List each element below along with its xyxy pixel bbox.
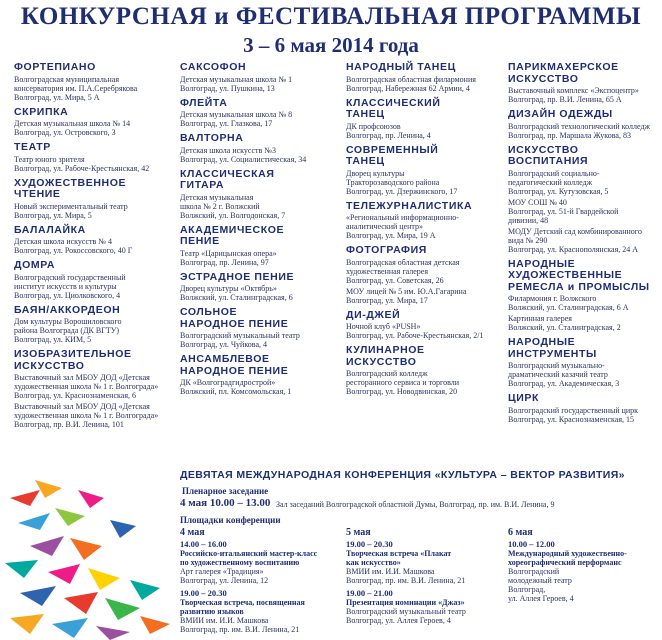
program-section bbox=[346, 201, 504, 241]
section-heading: ДИ-ДЖЕЙ bbox=[346, 308, 401, 321]
venue-address: МОУ лицей № 5 им. Ю.А.Гагарина Волгоград, ул. Мира, 17 bbox=[346, 286, 467, 305]
section-heading: ДИЗАЙН ОДЕЖДЫ bbox=[508, 108, 613, 120]
venue-address: МОДУ Детский сад комбинированного вида № 290 Волгоград, ул. Краснополянская, 24 А bbox=[508, 226, 642, 254]
venue-address: Дом культуры Ворошиловского района Волгограда (ДК ВГТУ) Волгоград, ул. КИМ, 5 bbox=[14, 317, 122, 344]
venue-address: Волгоградский социально- педагогический колледж Волгоград, ул. Кутузовская, 5 bbox=[508, 168, 609, 196]
program-section bbox=[508, 109, 660, 140]
event-name: Международный художественно- хореографический перформанс bbox=[508, 549, 627, 567]
venue-address: Волгоградский технологический колледж Волгоград, пр. Маршала Жукова, 83 bbox=[508, 121, 651, 140]
program-section bbox=[180, 98, 342, 129]
program-section bbox=[508, 145, 660, 254]
venue-address: Новый экспериментальный театр Волгоград, ул. Мира, 5 bbox=[14, 201, 128, 220]
program-section bbox=[180, 133, 342, 164]
event-time: 19.00 – 20.30 bbox=[180, 588, 227, 598]
program-section bbox=[14, 225, 174, 256]
conference-event bbox=[346, 539, 504, 585]
venue-address: Волгоградский государственный цирк Волгоград, ул. Краснознаменская, 15 bbox=[508, 405, 639, 424]
event-name: Российско-итальянский мастер-класс по художественному воспитанию bbox=[180, 549, 318, 567]
section-heading: СОЛЬНОЕ НАРОДНОЕ ПЕНИЕ bbox=[180, 306, 289, 330]
section-heading: ЦИРК bbox=[508, 392, 540, 404]
flying-birds-icon bbox=[5, 480, 170, 640]
program-section bbox=[14, 349, 174, 429]
conference-event bbox=[180, 539, 340, 585]
event-place: ВМИИ им. И.И. Машкова Волгоград, пр. им. В.И. Ленина, 21 bbox=[180, 616, 300, 634]
venue-address: Театр юного зрителя Волгоград, ул. Рабоче-Крестьянская, 42 bbox=[14, 154, 150, 173]
program-section bbox=[508, 259, 660, 333]
program-section bbox=[346, 62, 504, 93]
event-time: 14.00 – 16.00 bbox=[180, 539, 227, 549]
venue-address: Детская школа искусств № 4 Волгоград, ул. Рокоссовского, 40 Г bbox=[14, 237, 133, 255]
conference-day-2 bbox=[346, 527, 504, 628]
event-time: 10.00 – 12.00 bbox=[508, 539, 555, 549]
section-heading: ВАЛТОРНА bbox=[180, 132, 244, 144]
venue-address: Волгоградский колледж ресторанного сервиса и торговли Волгоград, ул. Новодвинская, 20 bbox=[346, 369, 460, 396]
section-heading: ДОМРА bbox=[14, 259, 56, 271]
program-section bbox=[14, 178, 174, 220]
program-section bbox=[180, 307, 342, 349]
venue-address: Волгоградская областная детская художественная галерея Волгоград, ул. Советская, 26 bbox=[346, 257, 460, 285]
venue-address: Детская музыкальная школа № 8 Волгоград, ул. Глазкова, 17 bbox=[180, 110, 293, 128]
program-column-1 bbox=[14, 62, 174, 434]
section-heading: АНСАМБЛЕВОЕ НАРОДНОЕ ПЕНИЕ bbox=[180, 353, 289, 377]
section-heading: НАРОДНЫЕ ХУДОЖЕСТВЕННЫЕ РЕМЕСЛА и ПРОМЫСЛЫ bbox=[508, 257, 650, 293]
event-place: Волгоградский музыкальный театр Волгоград, ул. Аллея Героев, 4 bbox=[346, 607, 466, 625]
program-section bbox=[508, 62, 660, 104]
venue-address: «Региональный информационно- аналитический центр» Волгоград, ул. Мира, 19 А bbox=[346, 213, 459, 240]
program-section bbox=[14, 305, 174, 345]
venue-address: Театр «Царицынская опера» Волгоград, пр. Ленина, 97 bbox=[180, 248, 277, 267]
event-place: Арт галерея «Традиция» Волгоград, ул. Ленина, 12 bbox=[180, 567, 269, 585]
plenary-place: Зал заседаний Волгоградской областной Думы, Волгоград, пр. им. В.И. Ленина, 9 bbox=[276, 500, 555, 509]
section-heading: САКСОФОН bbox=[180, 61, 247, 73]
section-heading: ТЕАТР bbox=[14, 141, 51, 153]
day-label: 4 мая bbox=[180, 527, 205, 538]
section-heading: НАРОДНЫЙ ТАНЕЦ bbox=[346, 61, 456, 73]
day-label: 6 мая bbox=[508, 527, 533, 538]
section-heading: БАЯН/АККОРДЕОН bbox=[14, 303, 121, 316]
section-heading: ИСКУССТВО ВОСПИТАНИЯ bbox=[508, 143, 589, 167]
program-section bbox=[14, 107, 174, 138]
section-heading: ИЗОБРАЗИТЕЛЬНОЕ ИСКУССТВО bbox=[14, 348, 132, 372]
venues-label: Площадки конференции bbox=[180, 515, 281, 525]
section-heading: ФОТОГРАФИЯ bbox=[346, 244, 427, 256]
conference-title: ДЕВЯТАЯ МЕЖДУНАРОДНАЯ КОНФЕРЕНЦИЯ «КУЛЬТУРА – ВЕКТОР РАЗВИТИЯ» bbox=[180, 469, 625, 481]
event-time: 19.00 – 20.30 bbox=[346, 539, 393, 549]
program-section bbox=[180, 169, 342, 220]
program-section bbox=[14, 62, 174, 102]
program-section bbox=[508, 337, 660, 388]
venue-address: Волгоградский музыкально- драматический казачий театр Волгоград, ул. Академическая, 3 bbox=[508, 361, 620, 388]
conference-day-1 bbox=[180, 527, 340, 637]
section-heading: АКАДЕМИЧЕСКОЕ ПЕНИЕ bbox=[180, 223, 285, 247]
plenary-time: 4 мая 10.00 – 13.00 bbox=[180, 497, 271, 509]
event-name: Творческая встреча «Плакат как искусство» bbox=[346, 549, 452, 567]
section-heading: КЛАССИЧЕСКИЙ ТАНЕЦ bbox=[346, 96, 441, 120]
event-name: Творческая встреча, посвященная развитию языков bbox=[180, 598, 305, 616]
program-column-4 bbox=[508, 62, 660, 429]
section-heading: ХУДОЖЕСТВЕННОЕ ЧТЕНИЕ bbox=[14, 176, 127, 200]
venue-address: Волгоградская областная филармония Волгоград, Набережная 62 Армии, 4 bbox=[346, 74, 476, 93]
program-section bbox=[346, 98, 504, 140]
section-heading: ФОРТЕПИАНО bbox=[14, 61, 96, 73]
program-section bbox=[346, 310, 504, 341]
section-heading: ЭСТРАДНОЕ ПЕНИЕ bbox=[180, 270, 295, 283]
section-heading: БАЛАЛАЙКА bbox=[14, 223, 86, 236]
section-heading: ТЕЛЕЖУРНАЛИСТИКА bbox=[346, 199, 473, 212]
venue-address: ДК «Волгоградгидрострой» Волжский, пл. Комсомольская, 1 bbox=[180, 378, 292, 396]
program-section bbox=[346, 245, 504, 305]
program-section bbox=[180, 272, 342, 303]
page-title: КОНКУРСНАЯ и ФЕСТИВАЛЬНАЯ ПРОГРАММЫ bbox=[20, 3, 642, 30]
program-section bbox=[508, 393, 660, 424]
venue-address: Детская школа искусств №3 Волгоград, ул. Социалистическая, 34 bbox=[180, 145, 307, 164]
venue-address: Дворец культуры Тракторозаводского района Волгоград, ул. Дзержинского, 17 bbox=[346, 168, 458, 196]
day-label: 5 мая bbox=[346, 527, 371, 538]
conference-event bbox=[180, 588, 340, 634]
venue-address: Детская музыкальная школа № 1 Волгоград, ул. Пушкина, 13 bbox=[180, 74, 293, 93]
program-section bbox=[346, 345, 504, 396]
section-heading: ПАРИКМАХЕРСКОЕ ИСКУССТВО bbox=[508, 61, 619, 85]
venue-address: Выставочный комплекс «Экспоцентр» Волгоград, пр. В.И. Ленина, 65 А bbox=[508, 86, 639, 104]
conference-day-3 bbox=[508, 527, 660, 606]
section-heading: СКРИПКА bbox=[14, 105, 69, 118]
program-column-3 bbox=[346, 62, 504, 401]
venue-address: Волгоградская муниципальная консерватория им. П.А.Серебрякова Волгоград, ул. Мира, 5 А bbox=[14, 74, 138, 102]
birds-illustration bbox=[0, 468, 178, 640]
venue-address: Филармония г. Волжского Волжский, ул. Сталинградская, 6 А bbox=[508, 294, 629, 312]
section-heading: СОВРЕМЕННЫЙ ТАНЕЦ bbox=[346, 143, 439, 167]
venue-address: Детская музыкальная школа № 2 г. Волжский Волжский, ул. Волгодонская, 7 bbox=[180, 192, 286, 220]
program-section bbox=[180, 62, 342, 93]
venue-address: МОУ СОШ № 40 Волгоград, ул. 51-й Гвардейской дивизии, 48 bbox=[508, 197, 619, 225]
venue-address: Ночной клуб «PUSH» Волгоград, ул. Рабоче-Крестьянская, 2/1 bbox=[346, 322, 484, 340]
venue-address: Детская музыкальная школа № 14 Волгоград, ул. Островского, 3 bbox=[14, 119, 131, 137]
event-name: Презентация номинации «Джаз» bbox=[346, 598, 465, 607]
program-section bbox=[346, 145, 504, 196]
section-heading: ФЛЕЙТА bbox=[180, 96, 228, 109]
venue-address: ДК профсоюзов Волгоград, пр. Ленина, 4 bbox=[346, 121, 431, 140]
conference-event bbox=[508, 539, 660, 603]
venue-address: Волгоградский государственный институт искусств и культуры Волгоград, ул. Циолковского, 4 bbox=[14, 272, 126, 300]
event-place: Волгоградский молодежный театр Волгоград, ул. Аллея Героев, 4 bbox=[508, 567, 574, 603]
conference-event bbox=[346, 588, 504, 625]
event-place: ВМИИ им. И.И. Машкова Волгоград, пр. им. В.И. Ленина, 21 bbox=[346, 567, 466, 585]
plenary-label: Пленарное заседание bbox=[182, 486, 269, 496]
venue-address: Выставочный зал МБОУ ДОД «Детская художественная школа № 1 г. Волгограда» Волгоград, ул. Краснознаменская, 6 bbox=[14, 373, 159, 400]
page-subtitle: 3 – 6 мая 2014 года bbox=[243, 33, 419, 57]
program-section bbox=[14, 142, 174, 173]
section-heading: НАРОДНЫЕ ИНСТРУМЕНТЫ bbox=[508, 336, 597, 360]
event-time: 19.00 – 21.00 bbox=[346, 588, 393, 598]
venue-address: Картинная галерея Волжский, ул. Сталинградская, 2 bbox=[508, 314, 621, 332]
program-column-2 bbox=[180, 62, 342, 401]
program-section bbox=[180, 225, 342, 267]
venue-address: Дворец культуры «Октябрь» Волжский, ул. Сталинградская, 6 bbox=[180, 284, 293, 302]
section-heading: КУЛИНАРНОЕ ИСКУССТВО bbox=[346, 344, 425, 368]
program-section bbox=[14, 260, 174, 300]
program-section bbox=[180, 354, 342, 396]
venue-address: Выставочный зал МБОУ ДОД «Детская художественная школа № 1 г. Волгограда» Волгоград, пр. В.И. Ленина, 101 bbox=[14, 402, 159, 429]
venue-address: Волгоградский музыкальный театр Волгоград, ул. Чуйкова, 4 bbox=[180, 331, 300, 349]
section-heading: КЛАССИЧЕСКАЯ ГИТАРА bbox=[180, 167, 275, 191]
